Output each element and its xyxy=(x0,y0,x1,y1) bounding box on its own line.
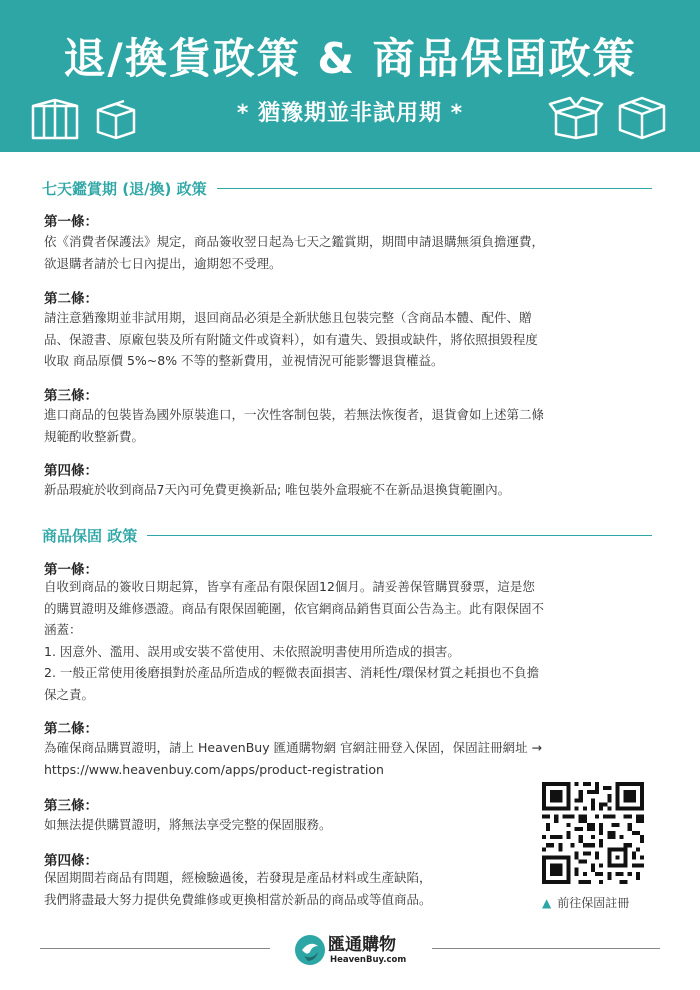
warranty-article-1-body xyxy=(44,576,654,705)
text-line: 自收到商品的簽收日期起算，皆享有產品有限保固12個月。請妥善保管購買發票，這是您 xyxy=(44,579,535,594)
text-line: 保固期間若商品有問題，經檢驗過後，若發現是產品材料或生產缺陷， xyxy=(44,870,432,885)
footer-divider-left xyxy=(40,948,270,949)
page-title: 退/換貨政策 & 商品保固政策 xyxy=(63,34,637,83)
warranty-article-2-title: 第二條： xyxy=(44,721,98,737)
section-title: 商品保固 政策 xyxy=(42,526,138,545)
registration-link[interactable]: https://www.heavenbuy.com/apps/product-registration xyxy=(44,761,384,777)
warranty-article-2-body xyxy=(44,737,654,780)
text-line: 如無法提供購買證明，將無法享受完整的保固服務。 xyxy=(44,817,332,832)
section-heading-warranty-policy xyxy=(42,524,652,546)
text-line: 品、保證書、原廠包裝及所有附隨文件或資料），如有遺失、毀損或缺件，將依照損毀程度 xyxy=(44,331,538,347)
text-line: 1. 因意外、濫用、誤用或安裝不當使用、未依照說明書使用所造成的損害。 xyxy=(44,643,460,659)
open-box-flaps-icon xyxy=(548,94,604,140)
header-banner xyxy=(0,0,700,152)
footer-divider-right xyxy=(432,948,660,949)
page-subtitle: * 猶豫期並非試用期 * xyxy=(236,101,464,126)
section-title: 七天鑑賞期 (退/換) 政策 xyxy=(42,179,207,198)
text-line: 涵蓋： xyxy=(44,622,82,637)
section-heading-return-policy xyxy=(42,177,652,199)
warranty-article-3-title: 第三條： xyxy=(44,798,98,814)
text-line: 新品瑕疵於收到商品7天內可免費更換新品; 唯包裝外盒瑕疵不在新品退換貨範圍內。 xyxy=(44,482,511,497)
qr-caption[interactable] xyxy=(542,894,629,911)
section-divider xyxy=(147,535,652,536)
triangle-up-icon: ▲ xyxy=(542,896,552,910)
warranty-article-1-title: 第一條： xyxy=(44,562,98,578)
return-article-2-body xyxy=(44,307,654,372)
text-line: 2. 一般正常使用後磨損對於產品所造成的輕微表面損害、消耗性/環保材質之耗損也不負擔 xyxy=(44,665,540,680)
brand-url: HeavenBuy.com xyxy=(330,955,407,965)
brand-name: 匯通購物 xyxy=(328,935,396,955)
return-article-2-title: 第二條： xyxy=(44,291,98,307)
text-line: 保之責。 xyxy=(44,686,95,702)
return-article-1-title: 第一條： xyxy=(44,214,98,230)
text-line: 規範酌收整新費。 xyxy=(44,428,145,444)
return-article-1-body xyxy=(44,231,654,274)
qr-code-icon[interactable] xyxy=(542,782,644,884)
warranty-article-4-title: 第四條： xyxy=(44,853,98,869)
heavenbuy-logo-icon xyxy=(290,930,330,970)
text-line: 進口商品的包裝皆為國外原裝進口，一次性客制包裝，若無法恢復者，退貨會如上述第二條 xyxy=(44,407,545,422)
qr-caption-text: 前往保固註冊 xyxy=(557,896,630,910)
text-line: 收取 商品原價 5%~8% 不等的整新費用，並視情況可能影響退貨權益。 xyxy=(44,353,444,368)
text-line: 請注意猶豫期並非試用期，退回商品必須是全新狀態且包裝完整（含商品本體、配件、贈 xyxy=(44,310,532,325)
return-article-4-body xyxy=(44,479,654,501)
return-article-3-body xyxy=(44,404,654,447)
taped-box-icon xyxy=(616,94,668,140)
section-divider xyxy=(217,188,652,189)
return-article-3-title: 第三條： xyxy=(44,388,98,404)
text-line: 欲退購者請於七日內提出，逾期恕不受理。 xyxy=(44,255,282,271)
return-article-4-title: 第四條： xyxy=(44,463,98,479)
text-line: 我們將盡最大努力提供免費維修或更換相當於新品的商品或等值商品。 xyxy=(44,891,432,907)
text-line: 的購買證明及維修憑證。商品有限保固範圍，依官網商品銷售頁面公告為主。此有限保固不 xyxy=(44,600,545,616)
text-line: 為確保商品購買證明，請上 HeavenBuy 匯通購物網 官網註冊登入保固，保固註冊網址 → xyxy=(44,740,543,755)
text-line: 依《消費者保護法》規定，商品簽收翌日起為七天之鑑賞期，期間申請退購無須負擔運費， xyxy=(44,234,545,249)
